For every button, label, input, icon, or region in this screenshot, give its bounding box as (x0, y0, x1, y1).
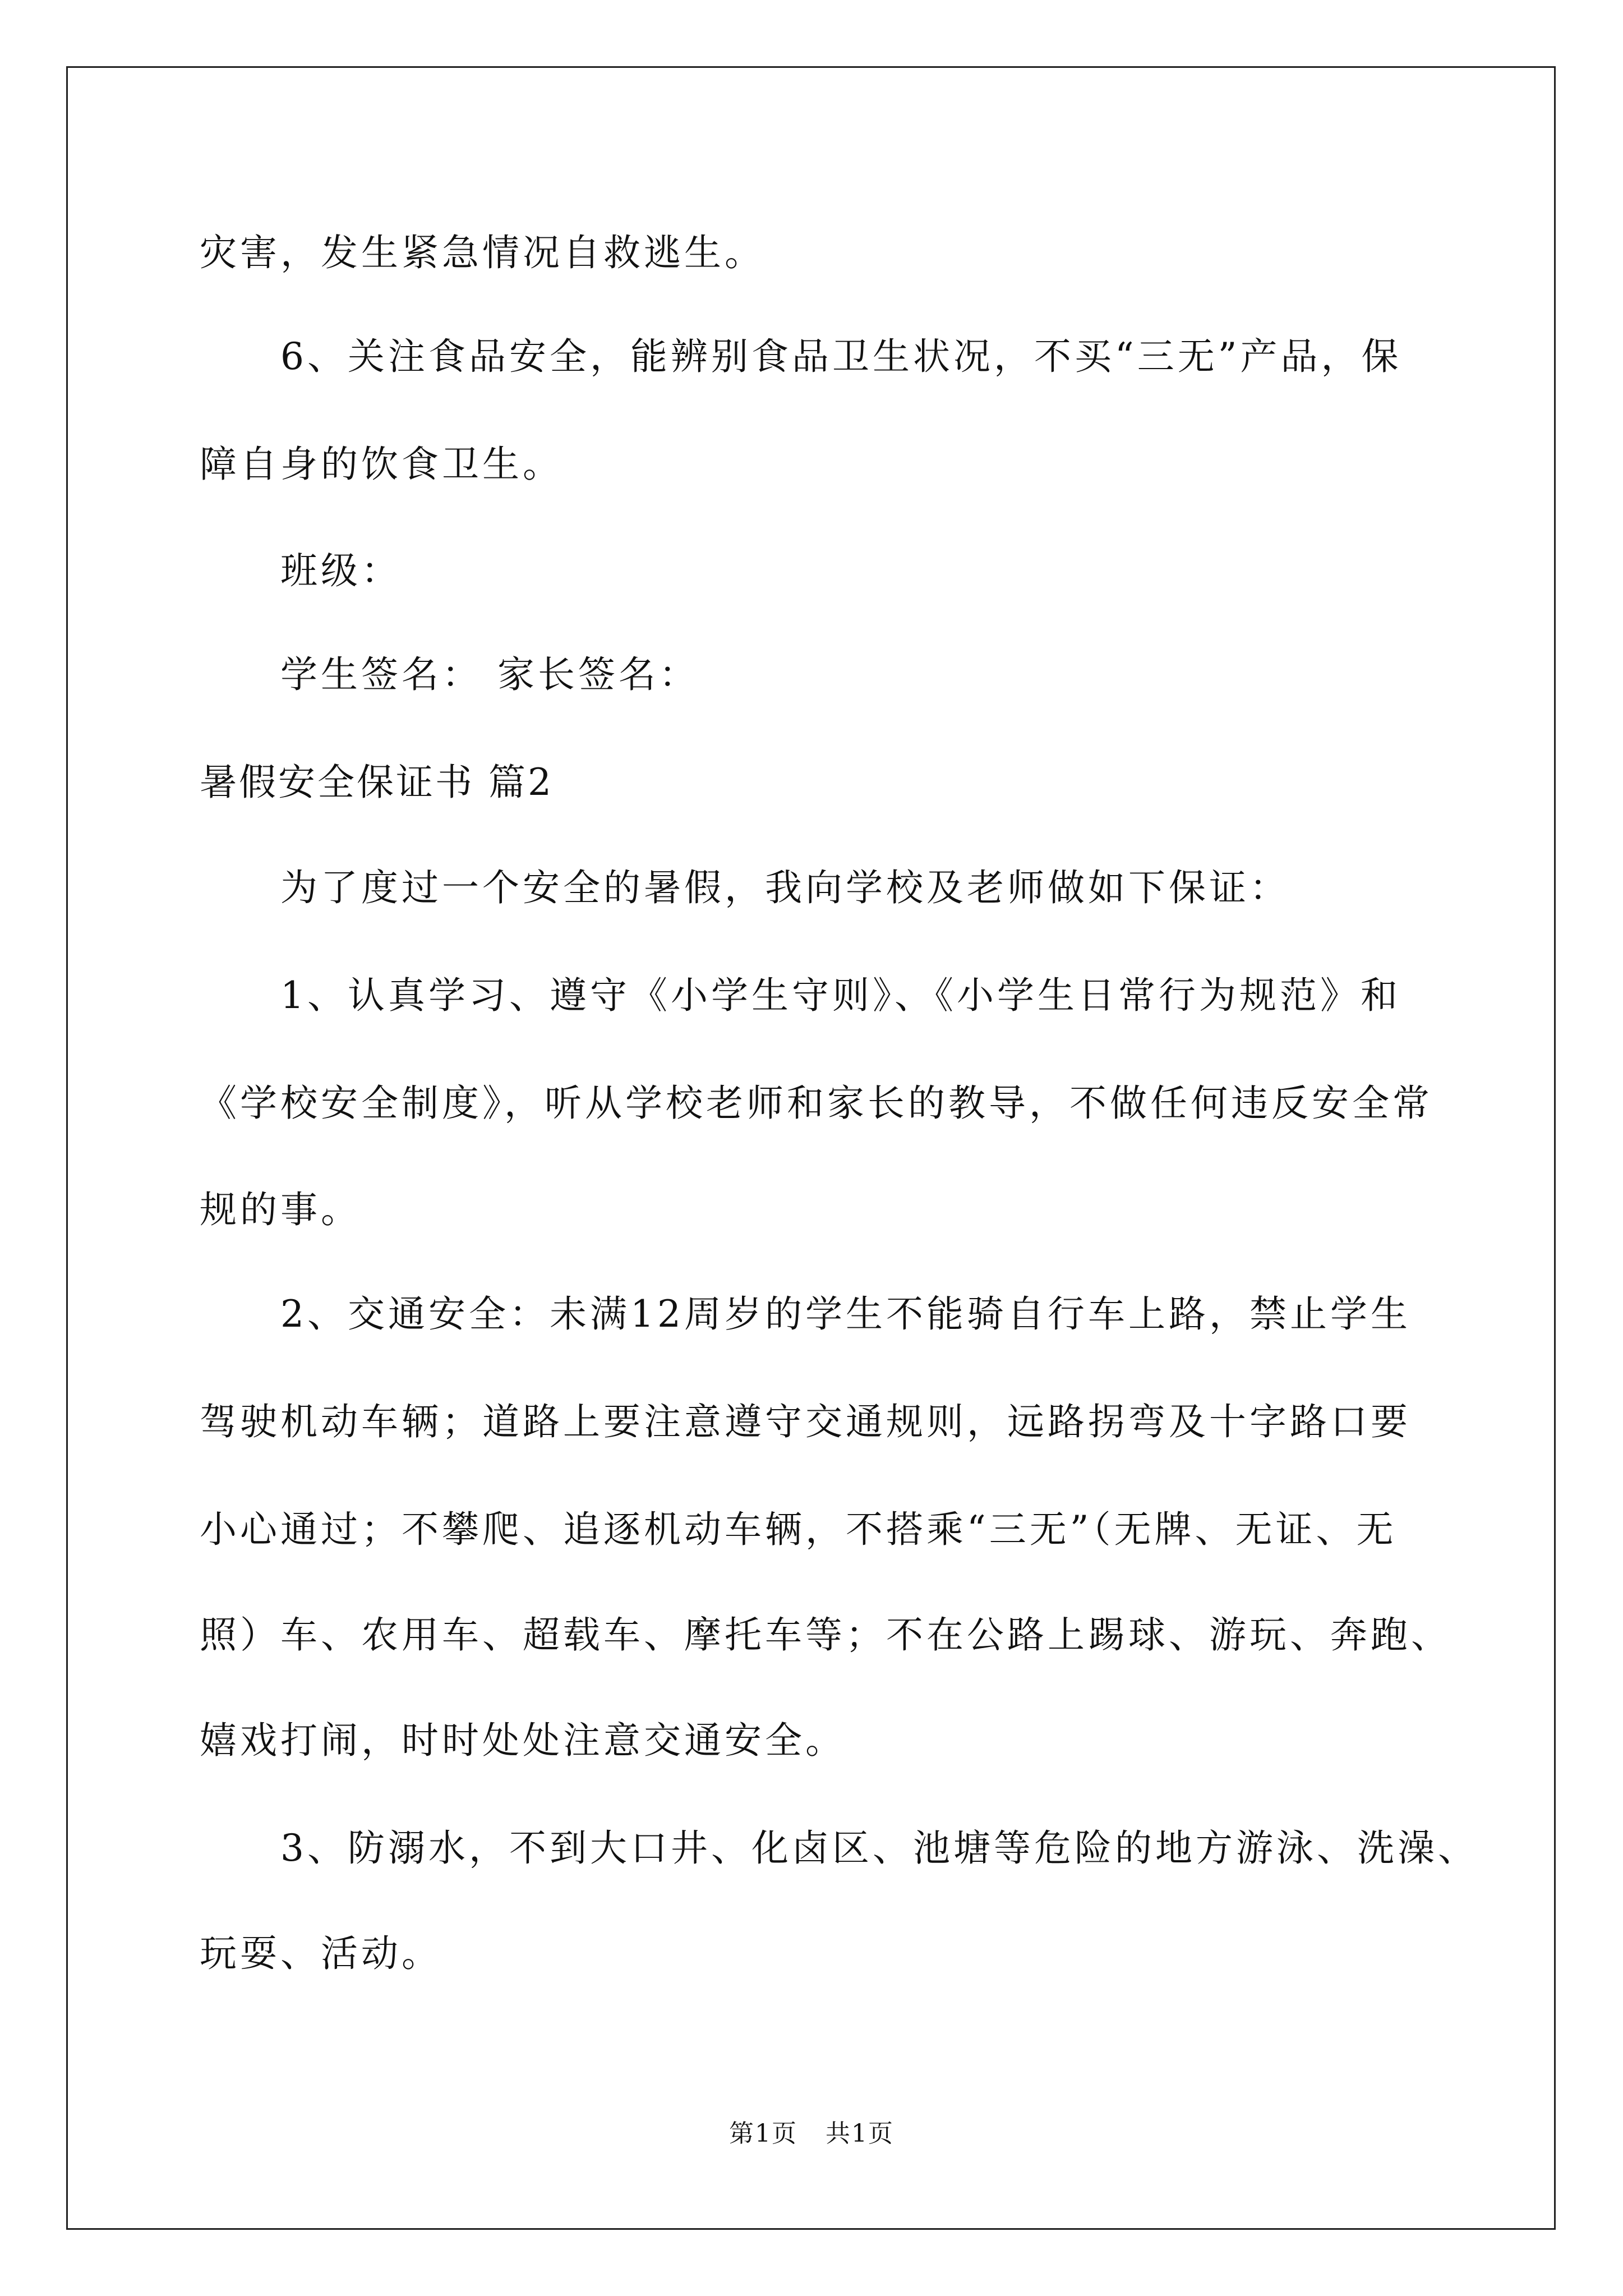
text-line: 3、防溺水，不到大口井、化卤区、池塘等危险的地方游泳、洗澡、 (280, 1826, 1478, 1870)
text-line: 小心通过；不攀爬、追逐机动车辆，不搭乘“三无”（无牌、无证、无 (200, 1508, 1397, 1551)
text-line: 《学校安全制度》，听从学校老师和家长的教导，不做任何违反安全常 (200, 1082, 1433, 1125)
text-line: 嬉戏打闹，时时处处注意交通安全。 (200, 1719, 846, 1762)
page-number-total: 共1页 (826, 2119, 894, 2148)
text-line: 障自身的饮食卫生。 (200, 443, 563, 486)
text-line: 学生签名： 家长签名： (280, 653, 699, 696)
text-line: 为了度过一个安全的暑假，我向学校及老师做如下保证： (280, 866, 1290, 909)
text-line: 规的事。 (200, 1188, 361, 1231)
text-line: 玩耍、活动。 (200, 1932, 442, 1975)
page-footer (0, 2119, 1623, 2148)
page-border (66, 66, 1556, 2230)
text-line: 灾害，发生紧急情况自救逃生。 (200, 231, 765, 274)
text-line: 驾驶机动车辆；道路上要注意遵守交通规则，远路拐弯及十字路口要 (200, 1400, 1411, 1443)
text-line: 6、关注食品安全，能辨别食品卫生状况，不买“三无”产品，保 (280, 335, 1402, 378)
text-line: 2、交通安全：未满12周岁的学生不能骑自行车上路，禁止学生 (280, 1292, 1411, 1336)
text-line: 照）车、农用车、超载车、摩托车等；不在公路上踢球、游玩、奔跑、 (200, 1613, 1451, 1657)
section-heading: 暑假安全保证书 篇2 (200, 761, 554, 804)
page-number-current: 第1页 (729, 2119, 797, 2148)
text-line: 班级： (280, 549, 402, 592)
text-line: 1、认真学习、遵守《小学生守则》、《小学生日常行为规范》和 (280, 974, 1401, 1017)
